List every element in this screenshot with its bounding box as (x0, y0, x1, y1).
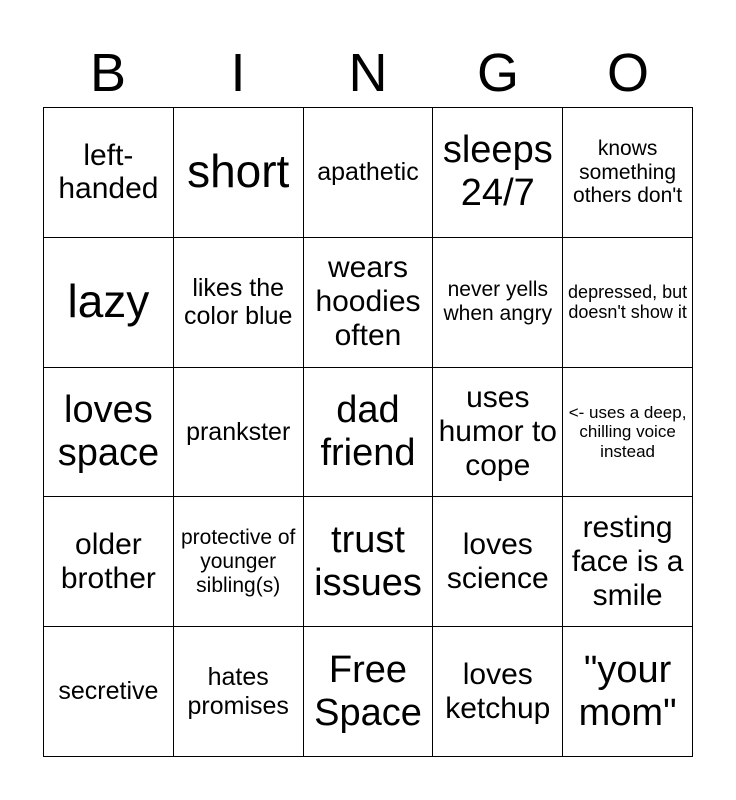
cell-label: older brother (60, 527, 156, 595)
cell-label: never yells when angry (443, 278, 553, 326)
bingo-cell (433, 368, 563, 498)
bingo-cell (433, 627, 563, 757)
cell-label: wears hoodies often (315, 251, 421, 353)
bingo-cell (44, 368, 174, 498)
cell-label: short (187, 145, 290, 198)
cell-label: likes the color blue (183, 273, 293, 331)
cell-label: protective of younger sibling(s) (180, 526, 296, 597)
bingo-cell (563, 497, 693, 627)
bingo-cell (174, 627, 304, 757)
bingo-cell (433, 108, 563, 238)
bingo-cell (304, 497, 434, 627)
bingo-header (43, 40, 693, 106)
header-letter-b: B (89, 43, 127, 103)
bingo-cell (563, 627, 693, 757)
bingo-cell (44, 108, 174, 238)
cell-label: resting face is a smile (571, 510, 684, 612)
bingo-cell (44, 497, 174, 627)
cell-label: <- uses a deep, chilling voice instead (568, 403, 687, 461)
bingo-cell (563, 368, 693, 498)
cell-label: apathetic (317, 158, 419, 187)
cell-label: left-handed (58, 138, 159, 206)
cell-label: loves science (446, 527, 549, 595)
cell-label: knows something others don't (573, 136, 683, 208)
header-letter-o: O (606, 43, 649, 103)
header-letter-n: N (348, 43, 388, 103)
header-letter-g: G (476, 43, 519, 103)
cell-label: loves ketchup (445, 657, 551, 725)
cell-label: Free Space (314, 648, 422, 734)
cell-label: depressed, but doesn't show it (568, 281, 688, 323)
cell-label: dad friend (320, 389, 416, 474)
cell-label: uses humor to cope (438, 381, 557, 482)
bingo-cell (433, 497, 563, 627)
bingo-cell (304, 368, 434, 498)
cell-label: hates promises (187, 663, 289, 720)
bingo-cell (563, 108, 693, 238)
bingo-cell (44, 238, 174, 368)
cell-label: secretive (58, 677, 159, 706)
bingo-cell (44, 627, 174, 757)
cell-label: prankster (186, 417, 291, 446)
header-letter-i: I (230, 43, 246, 103)
cell-label: loves space (57, 389, 160, 474)
cell-label: trust issues (314, 518, 422, 604)
cell-label: sleeps 24/7 (442, 129, 553, 215)
cell-label: lazy (67, 275, 150, 328)
bingo-cell (304, 108, 434, 238)
bingo-cell (563, 238, 693, 368)
bingo-cell (174, 368, 304, 498)
bingo-cell (174, 238, 304, 368)
bingo-cell (174, 497, 304, 627)
bingo-cell (174, 108, 304, 238)
bingo-cell (304, 238, 434, 368)
bingo-cell-free-space (304, 627, 434, 757)
cell-label: "your mom" (578, 648, 677, 734)
bingo-board (43, 107, 693, 757)
bingo-cell (433, 238, 563, 368)
